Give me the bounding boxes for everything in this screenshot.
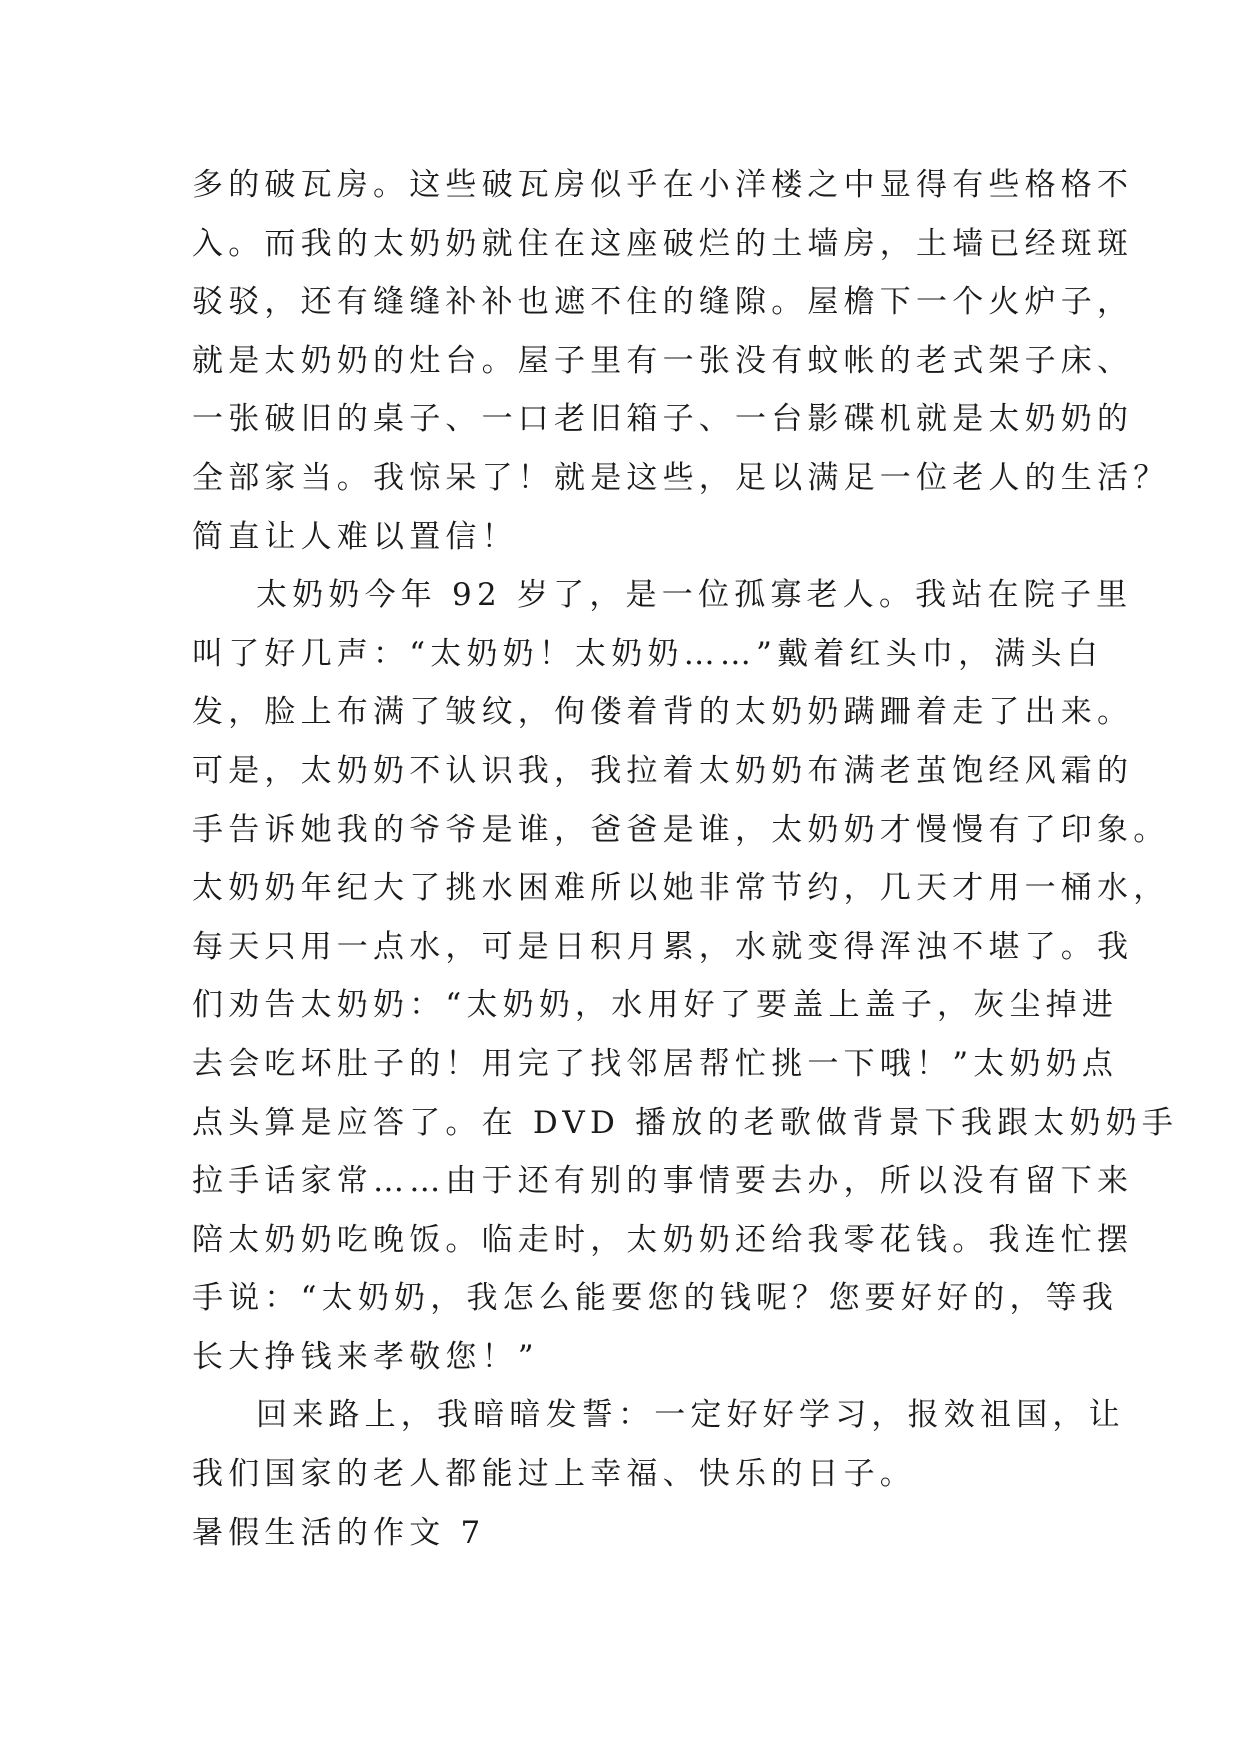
text-line: 可是，太奶奶不认识我，我拉着太奶奶布满老茧饱经风霜的	[192, 752, 1134, 789]
section-heading	[192, 1504, 1072, 1563]
text-line: 驳驳，还有缝缝补补也遮不住的缝隙。屋檐下一个火炉子，	[192, 284, 1134, 321]
text-line: 就是太奶奶的灶台。屋子里有一张没有蚊帐的老式架子床、	[192, 342, 1134, 379]
paragraph-1	[192, 156, 1170, 566]
text-line-indented: 太奶奶今年 92 岁了，是一位孤寡老人。我站在院子里	[256, 577, 1133, 614]
text-line: 发，脸上布满了皱纹，佝偻着背的太奶奶蹒跚着走了出来。	[192, 694, 1134, 731]
text-line: 长大挣钱来孝敬您！”	[192, 1338, 539, 1375]
text-line: 点头算是应答了。在 DVD 播放的老歌做背景下我跟太奶奶手	[192, 1104, 1179, 1141]
text-line: 手说：“太奶奶，我怎么能要您的钱呢？您要好好的，等我	[192, 1280, 1119, 1317]
paragraph-3	[192, 1386, 1125, 1503]
paragraph-2	[192, 566, 1179, 1386]
text-line: 一张破旧的桌子、一口老旧箱子、一台影碟机就是太奶奶的	[192, 401, 1134, 438]
text-line: 拉手话家常……由于还有别的事情要去办，所以没有留下来	[192, 1163, 1134, 1200]
text-line: 太奶奶年纪大了挑水困难所以她非常节约，几天才用一桶水，	[192, 870, 1170, 907]
text-line: 全部家当。我惊呆了！就是这些，足以满足一位老人的生活？	[192, 459, 1170, 496]
text-line: 手告诉她我的爷爷是谁，爸爸是谁，太奶奶才慢慢有了印象。	[192, 811, 1170, 848]
text-line: 陪太奶奶吃晚饭。临走时，太奶奶还给我零花钱。我连忙摆	[192, 1221, 1134, 1258]
text-line: 去会吃坏肚子的！用完了找邻居帮忙挑一下哦！”太奶奶点	[192, 1045, 1119, 1082]
text-line: 多的破瓦房。这些破瓦房似乎在小洋楼之中显得有些格格不	[192, 167, 1134, 203]
text-line: 入。而我的太奶奶就住在这座破烂的土墙房，土墙已经斑斑	[192, 225, 1134, 262]
text-line-indented: 回来路上，我暗暗发誓：一定好好学习，报效祖国，让	[256, 1397, 1125, 1434]
text-line: 每天只用一点水，可是日积月累，水就变得浑浊不堪了。我	[192, 928, 1134, 965]
essay-body	[192, 156, 1179, 1562]
text-line: 我们国家的老人都能过上幸福、快乐的日子。	[192, 1456, 916, 1493]
text-line: 叫了好几声：“太奶奶！太奶奶……”戴着红头巾，满头白	[192, 635, 1103, 672]
text-line: 们劝告太奶奶：“太奶奶，水用好了要盖上盖子，灰尘掉进	[192, 987, 1119, 1024]
heading-line: 暑假生活的作文 7	[192, 1514, 486, 1551]
text-line: 简直让人难以置信！	[192, 518, 518, 555]
